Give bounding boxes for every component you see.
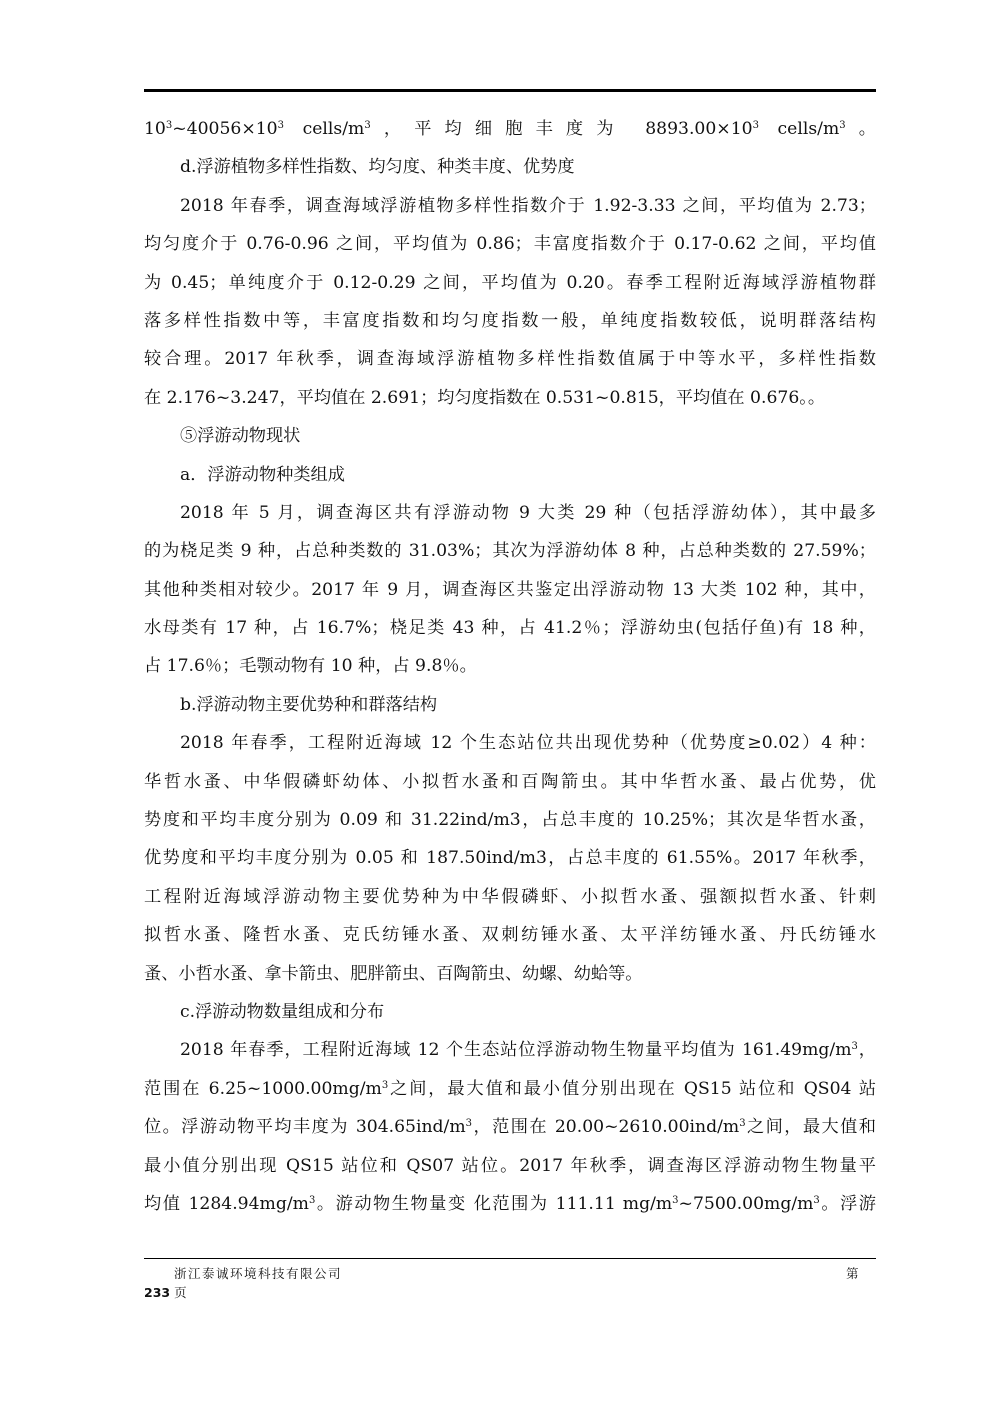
superscript: 3 [739,1118,746,1130]
text-run: d.浮游植物多样性指数、均匀度、种类丰度、优势度 [180,157,575,178]
text-line [144,916,876,954]
text-line [144,878,876,916]
text-run: 蚤、小哲水蚤、拿卡箭虫、肥胖箭虫、百陶箭虫、幼螺、幼蛤等。 [144,963,643,984]
section-heading [144,417,876,455]
text-line [144,1147,876,1185]
text-run: ~7500.00mg/m [678,1193,814,1214]
superscript: 3 [165,120,173,131]
text-run: 占 17.6％；毛颚动物有 10 种，占 9.8％。 [144,656,477,677]
superscript: 3 [752,120,759,131]
superscript: 3 [839,120,846,131]
superscript: 3 [308,1194,316,1206]
footer-page-prefix: 第 [846,1266,859,1281]
text-run: 其他种类相对较少。2017 年 9 月，调查海区共鉴定出浮游动物 13 大类 102 种，其中， [144,579,876,600]
text-line [144,494,876,532]
text-run: 2018 年 5 月，调查海区共有浮游动物 9 大类 29 种（包括浮游幼体），其中最多 [180,502,876,523]
superscript: 3 [465,1118,472,1130]
text-run: 较合理。2017 年秋季，调查海域浮游植物多样性指数值属于中等水平，多样性指数 [144,349,876,370]
text-run: 工程附近海域浮游动物主要优势种为中华假磷虾、小拟哲水蚤、强额拟哲水蚤、针刺 [144,886,876,907]
footer-page-number [144,1283,187,1301]
page-suffix: 页 [174,1285,187,1300]
text-line [144,1070,876,1108]
text-run: 水母类有 17 种，占 16.7%；桡足类 43 种，占 41.2％；浮游幼虫(包括仔鱼)有 18 种， [144,618,876,639]
text-run: 之间，最大值和 [745,1117,876,1138]
section-heading [144,993,876,1031]
text-run: 2018 年春季，调查海域浮游植物多样性指数介于 1.92-3.33 之间，平均值为 2.73； [180,195,876,216]
text-run: 位。浮游动物平均丰度为 304.65ind/m [144,1117,466,1138]
text-line [144,302,876,340]
text-run: 华哲水蚤、中华假磷虾幼体、小拟哲水蚤和百陶箭虫。其中华哲水蚤、最占优势，优 [144,771,876,792]
footer-company-name: 浙江泰诚环境科技有限公司 [174,1266,343,1281]
text-line [144,532,876,570]
text-run: 落多样性指数中等，丰富度指数和均匀度指数一般，单纯度指数较低，说明群落结构 [144,310,876,331]
text-line [144,187,876,225]
footer-rule [144,1258,876,1259]
text-line [144,763,876,801]
text-run: 之间，最大值和最小值分别出现在 QS15 站位和 QS04 站 [388,1078,876,1099]
text-line [144,801,876,839]
text-line [144,839,876,877]
text-run: a．浮游动物种类组成 [180,464,345,485]
text-run: 。浮游 [819,1193,876,1214]
text-run: ，范围在 20.00~2610.00ind/m [472,1117,740,1138]
superscript: 3 [277,120,284,131]
text-run: ⑤浮游动物现状 [180,426,301,447]
text-run: ， [857,1040,876,1061]
text-run: 2018 年春季，工程附近海域 12 个生态站位共出现优势种（优势度≥0.02）4 种： [180,733,876,754]
text-run: 均匀度介于 0.76-0.96 之间，平均值为 0.86；丰富度指数介于 0.17-0.62 之间，平均值 [144,234,876,255]
text-run: 为 0.45；单纯度介于 0.12-0.29 之间，平均值为 0.20。春季工程附近海域浮游植物群 [144,272,876,293]
section-heading [144,686,876,724]
text-run: 优势度和平均丰度分别为 0.05 和 187.50ind/m3，占总丰度的 61.55%。2017 年秋季， [144,848,876,869]
text-run: ，平均细胞丰度为 8893.00×10 [370,119,753,139]
text-run: cells/m [758,119,840,139]
section-heading [144,456,876,494]
text-line [144,724,876,762]
text-line [144,609,876,647]
document-body [144,110,876,1223]
text-run: 。 [845,119,876,139]
text-run: 的为桡足类 9 种，占总种类数的 31.03%；其次为浮游幼体 8 种，占总种类数的 27.59%； [144,541,876,562]
text-line [144,225,876,263]
text-line [144,1031,876,1069]
text-run: 最小值分别出现 QS15 站位和 QS07 站位。2017 年秋季，调查海区浮游动物生物量平 [144,1155,876,1176]
text-line [144,955,876,993]
text-run: b.浮游动物主要优势种和群落结构 [180,694,438,715]
text-line [144,110,876,148]
text-line [144,1185,876,1223]
superscript: 3 [813,1194,820,1206]
text-line [144,1108,876,1146]
superscript: 3 [672,1194,679,1206]
text-line [144,340,876,378]
text-run: 范围在 6.25~1000.00mg/m [144,1078,382,1099]
text-run: 10 [144,119,166,139]
text-run: cells/m [283,119,365,139]
text-run: 。游动物生物量变 化范围为 111.11 mg/m [315,1193,673,1214]
text-run: 2018 年春季，工程附近海域 12 个生态站位浮游动物生物量平均值为 161.49mg/m [180,1040,852,1061]
superscript: 3 [851,1041,858,1053]
text-run: 拟哲水蚤、隆哲水蚤、克氏纺锤水蚤、双刺纺锤水蚤、太平洋纺锤水蚤、丹氏纺锤水 [144,925,876,946]
text-run: 均值 1284.94mg/m [144,1193,309,1214]
text-line [144,647,876,685]
text-line [144,571,876,609]
superscript: 3 [364,120,371,131]
text-line [144,264,876,302]
text-run: c.浮游动物数量组成和分布 [180,1001,385,1022]
text-run: ~40056×10 [172,119,278,139]
section-heading [144,148,876,186]
text-run: 在 2.176~3.247，平均值在 2.691；均匀度指数在 0.531~0.815，平均值在 0.676。。 [144,387,826,408]
page-number: 233 [144,1285,171,1300]
superscript: 3 [381,1079,389,1091]
text-run: 势度和平均丰度分别为 0.09 和 31.22ind/m3，占总丰度的 10.25%；其次是华哲水蚤， [144,810,876,831]
text-line [144,379,876,417]
header-rule [144,89,876,92]
